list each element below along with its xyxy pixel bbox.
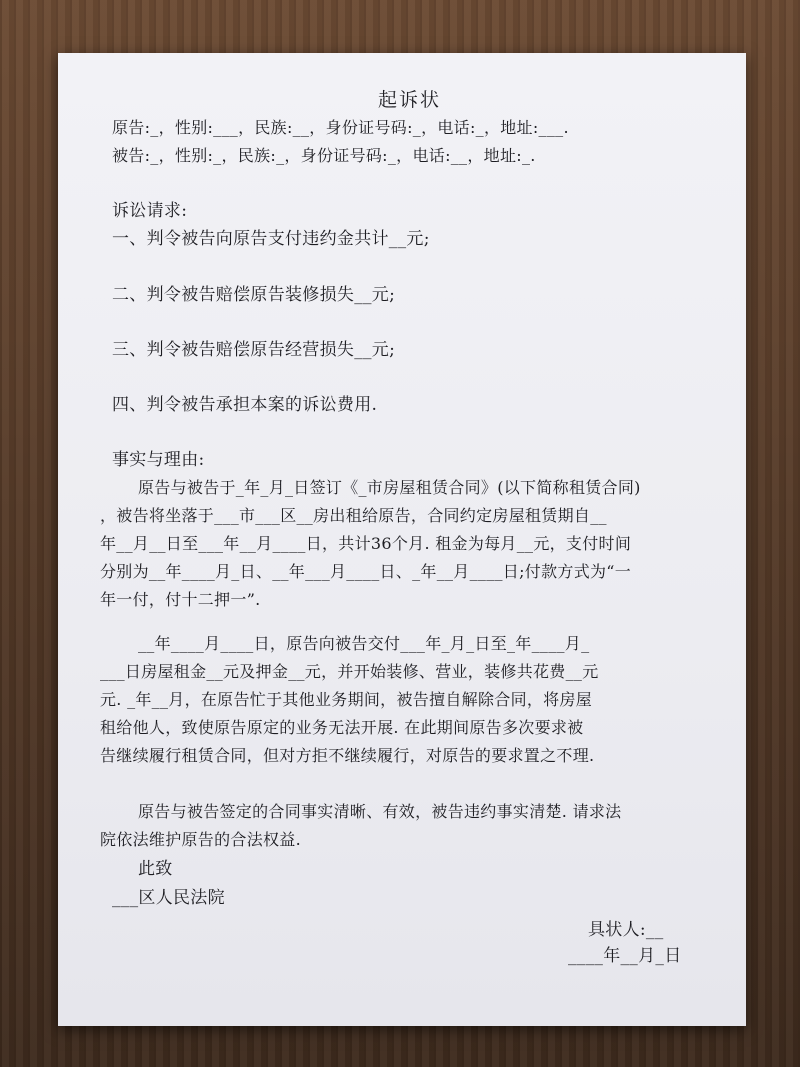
- plaintiff-info: 原告:_，性别:___，民族:__，身份证号码:_，电话:_，地址:___.: [112, 118, 569, 137]
- facts-paragraph-line: 元. _年__月，在原告忙于其他业务期间，被告擅自解除合同，将房屋: [100, 690, 593, 709]
- facts-paragraph-line: 告继续履行租赁合同，但对方拒不继续履行，对原告的要求置之不理.: [100, 746, 595, 765]
- facts-heading: 事实与理由:: [112, 450, 205, 470]
- signer-label: 具状人:__: [588, 920, 664, 940]
- claim-item: 一、判令被告向原告支付违约金共计__元;: [112, 229, 430, 249]
- facts-paragraph-line: __年____月____日，原告向被告交付___年_月_日至_年____月_: [138, 634, 590, 653]
- defendant-info: 被告:_，性别:_，民族:_，身份证号码:_，电话:__，地址:_.: [112, 146, 536, 165]
- facts-paragraph-line: 年__月__日至___年__月____日，共计36个月. 租金为每月__元，支付时间: [100, 534, 632, 553]
- court-name: ___区人民法院: [112, 888, 225, 908]
- claims-heading: 诉讼请求:: [112, 201, 188, 221]
- document-title: 起诉状: [378, 89, 442, 111]
- facts-paragraph-line: 分别为__年____月_日、__年___月____日、_年__月____日;付款方式为“一: [100, 562, 632, 581]
- facts-paragraph-line: ，被告将坐落于___市___区__房出租给原告，合同约定房屋租赁期自__: [100, 506, 607, 525]
- facts-paragraph-line: 原告与被告签定的合同事实清晰、有效，被告违约事实清楚. 请求法: [138, 802, 622, 821]
- claim-item: 二、判令被告赔偿原告装修损失__元;: [112, 285, 396, 305]
- closing-salutation: 此致: [138, 859, 173, 879]
- facts-paragraph-line: 院依法维护原告的合法权益.: [100, 830, 301, 849]
- facts-paragraph-line: ___日房屋租金__元及押金__元，并开始装修、营业，装修共花费__元: [100, 662, 599, 681]
- facts-paragraph-line: 原告与被告于_年_月_日签订《_市房屋租赁合同》(以下简称租赁合同): [138, 478, 641, 497]
- facts-paragraph-line: 年一付，付十二押一”.: [100, 590, 261, 609]
- claim-item: 三、判令被告赔偿原告经营损失__元;: [112, 340, 396, 360]
- document-date: ____年__月_日: [568, 946, 682, 966]
- facts-paragraph-line: 租给他人，致使原告原定的业务无法开展. 在此期间原告多次要求被: [100, 718, 584, 737]
- complaint-document-paper: [58, 53, 746, 1026]
- claim-item: 四、判令被告承担本案的诉讼费用.: [112, 395, 378, 415]
